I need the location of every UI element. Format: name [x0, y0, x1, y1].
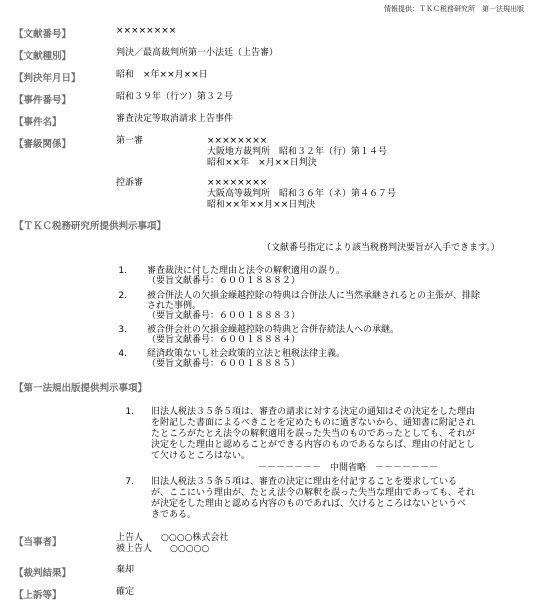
tkc-item-ref: （要旨文献番号：６００１８８８３）	[147, 311, 301, 321]
first-instance-court: 大阪地方裁判所 昭和３２年（行）第１４号	[207, 147, 388, 157]
daiichi-item-line: 決定をした理由と認めることができる内容のものであるならば、理由の付記とし	[151, 440, 476, 450]
tkc-item-number: 4.	[118, 349, 127, 359]
case-name-value: 審査決定等取消請求上告事件	[116, 114, 234, 124]
tkc-item-ref: （要旨文献番号：６００１８８８２）	[147, 276, 301, 286]
tkc-note: （文献番号指定により該当税務判決要旨が入手できます。）	[262, 243, 500, 253]
daiichi-item-line: 旧法人税法３５条５項は、審査の決定に理由を付記することを要求している	[151, 477, 458, 487]
tkc-item-number: 3.	[118, 325, 127, 335]
appeal-instance-label: 控訴審	[116, 178, 144, 188]
doc-type-label: 【文献種別】	[14, 51, 72, 62]
daiichi-item-line: て欠けるところはない。	[151, 451, 251, 461]
tkc-item-line: 被合併会社の欠損金繰越控除の特典と合併存続法人への承継。	[147, 325, 400, 335]
tkc-section-heading: 【ＴＫＣ税務研究所提供判示事項】	[14, 221, 167, 232]
appeal-status-value: 確定	[116, 587, 135, 597]
doc-number-label: 【文献番号】	[14, 29, 72, 40]
case-number-value: 昭和３９年（行ツ）第３２号	[116, 92, 234, 102]
source-credit: 情報提供：ＴＫＣ税務研究所 第一法規出版	[384, 5, 524, 13]
daiichi-section-heading: 【第一法規出版提供判示事項】	[14, 383, 148, 394]
judgment-date-value: 昭和 ×年××月××日	[116, 70, 208, 80]
daiichi-item-line: を附記した書面によるべきことを定めたものに過ぎないから、通知書に附記され	[151, 418, 476, 428]
tkc-item-line: 被合併法人の欠損金繰越控除の特典は合併法人に当然承継されるとの主張が、排除	[147, 291, 481, 301]
daiichi-item-line: が決定をした理由と認める内容のものであれば、欠けるところはないというべ	[151, 499, 467, 509]
appeal-instance-id: ××××××××	[207, 178, 268, 188]
case-number-label: 【事件番号】	[14, 95, 72, 106]
appeal-status-label: 【上訴等】	[14, 590, 62, 601]
history-label: 【審級関係】	[14, 139, 72, 150]
daiichi-item-line: が、ここにいう理由が、たとえ法令の解釈を誤った失当な理由であっても、それ	[151, 488, 475, 498]
daiichi-item-line: 旧法人税法３５条５項は、審査の請求に対する決定の通知はその決定をした理由	[151, 407, 476, 417]
tkc-item-number: 1.	[118, 266, 127, 276]
daiichi-item-line: きである。	[151, 510, 197, 520]
result-value: 棄却	[116, 565, 135, 575]
appeal-instance-court: 大阪高等裁判所 昭和３６年（ネ）第４６７号	[207, 189, 397, 199]
result-label: 【裁判結果】	[14, 568, 72, 579]
first-instance-date: 昭和××年 ×月××日判決	[207, 158, 317, 168]
first-instance-label: 第一審	[116, 136, 144, 146]
tkc-item-ref: （要旨文献番号：６００１８８８５）	[147, 359, 301, 369]
tkc-item-line: 経済政策ないし社会政策的立法と租税法律主義。	[147, 349, 346, 359]
parties-label: 【当事者】	[14, 537, 62, 548]
case-name-label: 【事件名】	[14, 117, 62, 128]
daiichi-item-line: たところがたとえ法令の解釈適用を誤った失当のものであったとしても、それが	[151, 429, 475, 439]
tkc-item-line: された事例。	[147, 301, 202, 311]
doc-number-value: ××××××××	[116, 26, 177, 36]
tkc-item-ref: （要旨文献番号：６００１８８８４）	[147, 335, 301, 345]
omitted-divider: －－－－－－－ 中間省略 －－－－－－－	[258, 463, 439, 473]
daiichi-item-number: 1.	[125, 407, 134, 417]
judgment-date-label: 【判決年月日】	[14, 73, 81, 84]
appellee: 被上告人 ○○○○○	[116, 544, 210, 554]
appeal-instance-date: 昭和××年××月××日判決	[207, 200, 316, 210]
first-instance-id: ××××××××	[207, 136, 268, 146]
tkc-item-number: 2.	[118, 291, 127, 301]
appellant: 上告人 ○○○○株式会社	[116, 533, 229, 543]
daiichi-item-number: 7.	[125, 477, 134, 487]
doc-type-value: 判決／最高裁判所第一小法廷（上告審）	[116, 48, 279, 58]
tkc-item-line: 審査裁決に付した理由と法令の解釈適用の誤り。	[147, 266, 346, 276]
